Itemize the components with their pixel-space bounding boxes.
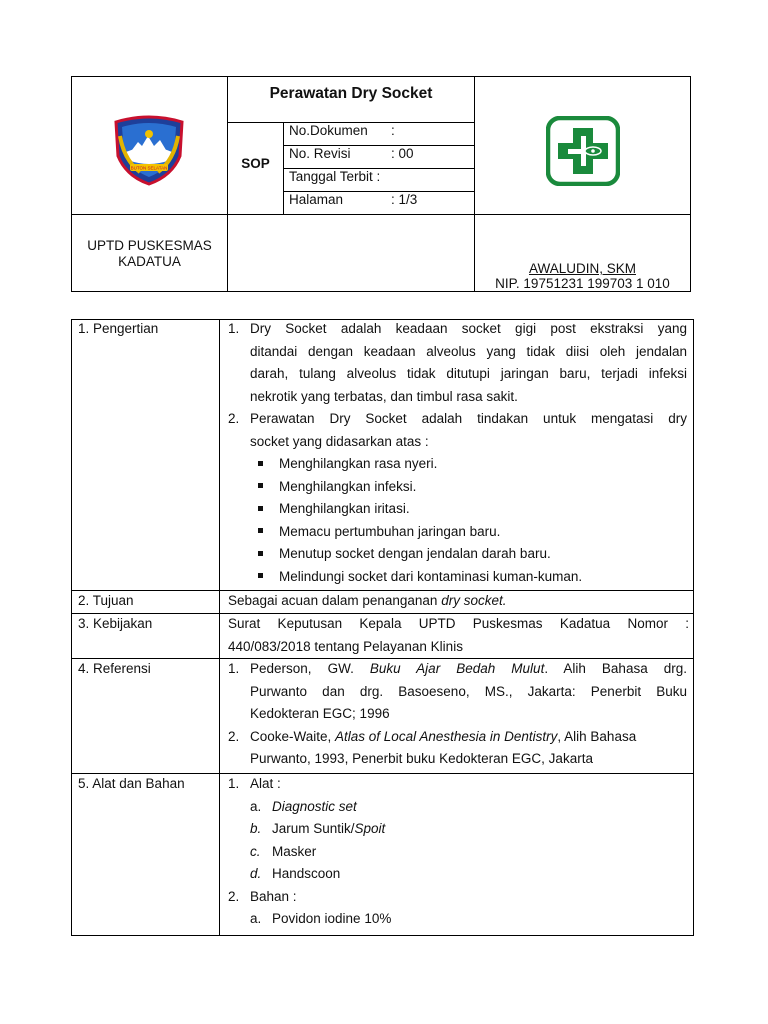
field-tanggal-terbit-label: Tanggal Terbit : <box>289 169 381 184</box>
referensi-item2-line1: Cooke-Waite, Atlas of Local Anesthesia in Dentistry, Alih Bahasa <box>250 728 637 744</box>
bahan-item-a-text: Povidon iodine 10% <box>272 911 392 926</box>
pengertian-item1-number: 1. <box>228 321 240 336</box>
pengertian-item1-line2: ditandai dengan keadaan alveolus yang tidak diisi oleh jendalan <box>250 343 687 359</box>
kebijakan-line1: Surat Keputusan Kepala UPTD Puskesmas Kadatua Nomor : <box>228 616 689 631</box>
referensi-item1-line2: Purwanto dan drg. Basoeseno, MS., Jakarta: Penerbit Buku <box>250 683 687 699</box>
pengertian-item1-line3: darah, tulang alveolus tidak ditutupi jaringan baru, terjadi infeksi <box>250 366 687 381</box>
pengertian-item1-line1: Dry Socket adalah keadaan socket gigi post ekstraksi yang <box>250 321 687 336</box>
bullet-item: Menghilangkan iritasi. <box>258 498 410 521</box>
document-title: Perawatan Dry Socket <box>269 85 433 102</box>
referensi-item2-line2: Purwanto, 1993, Penerbit buku Kedokteran EGC, Jakarta <box>250 751 593 766</box>
alat-item-d-text: Handscoon <box>272 866 341 881</box>
alat-item-a-letter: a. <box>250 798 262 814</box>
emblem-ribbon-text: BUTON SELATAN <box>130 165 168 171</box>
pengertian-item2-line2: socket yang didasarkan atas : <box>250 433 429 449</box>
sop-label: SOP <box>241 156 270 171</box>
pengertian-item1-line4: nekrotik yang terbatas, dan timbul rasa sakit. <box>250 388 518 404</box>
bahan-title: Bahan : <box>250 888 297 904</box>
alat-title: Alat : <box>250 776 281 791</box>
referensi-item1-line1: Pederson, GW. Buku Ajar Bedah Mulut. Alih Bahasa drg. <box>250 661 688 676</box>
bullet-icon <box>258 573 263 578</box>
alat-number: 1. <box>228 776 240 791</box>
alat-item-b-letter: b. <box>250 821 262 836</box>
bullet-icon <box>258 551 263 556</box>
kebijakan-line2: 440/083/2018 tentang Pelayanan Klinis <box>228 638 463 654</box>
tujuan-text: Sebagai acuan dalam penanganan dry socket. <box>228 593 507 608</box>
field-halaman-label: Halaman <box>289 192 344 207</box>
org-name-line1: UPTD PUSKESMAS <box>87 238 212 253</box>
referensi-item2-number: 2. <box>228 728 240 744</box>
health-ministry-logo <box>546 116 620 186</box>
field-no-revisi-label: No. Revisi <box>289 146 351 161</box>
signer-name: AWALUDIN, SKM <box>528 261 636 276</box>
bullet-icon <box>258 528 263 533</box>
pengertian-item2-number: 2. <box>228 411 240 426</box>
bahan-number: 2. <box>228 888 240 904</box>
bullet-item: Melindungi socket dari kontaminasi kuman-kuman. <box>258 566 582 589</box>
alat-item-c-text: Masker <box>272 843 317 859</box>
bullet-icon <box>258 461 263 466</box>
alat-item-c-letter: c. <box>250 843 261 859</box>
row-label-referensi: 4. Referensi <box>78 661 151 676</box>
referensi-item1-number: 1. <box>228 661 240 676</box>
alat-item-a-text: Diagnostic set <box>272 798 357 814</box>
field-no-dokumen-value: : <box>391 123 395 138</box>
field-halaman-value: : 1/3 <box>391 192 418 207</box>
bullet-item: Menghilangkan rasa nyeri. <box>258 453 437 476</box>
alat-item-b-text: Jarum Suntik/Spoit <box>272 821 386 836</box>
row-label-pengertian: 1. Pengertian <box>78 321 159 336</box>
row-label-alat-bahan: 5. Alat dan Bahan <box>78 776 185 791</box>
referensi-item1-line3: Kedokteran EGC; 1996 <box>250 706 390 721</box>
bullet-item: Memacu pertumbuhan jaringan baru. <box>258 521 500 544</box>
signer-nip: NIP. 19751231 199703 1 010 <box>495 276 670 291</box>
field-no-dokumen-label: No.Dokumen <box>289 123 368 138</box>
regency-emblem-logo <box>110 112 188 186</box>
row-label-kebijakan: 3. Kebijakan <box>78 616 153 631</box>
alat-item-d-letter: d. <box>250 866 262 881</box>
pengertian-item2-line1: Perawatan Dry Socket adalah tindakan untuk mengatasi dry <box>250 411 687 426</box>
bahan-item-a-letter: a. <box>250 911 262 926</box>
bullet-icon <box>258 483 263 488</box>
field-no-revisi-value: : 00 <box>391 146 414 161</box>
row-label-tujuan: 2. Tujuan <box>78 593 134 608</box>
bullet-icon <box>258 506 263 511</box>
org-name-line2: KADATUA <box>118 254 181 269</box>
bullet-item: Menghilangkan infeksi. <box>258 476 416 499</box>
bullet-item: Menutup socket dengan jendalan darah baru. <box>258 543 551 566</box>
